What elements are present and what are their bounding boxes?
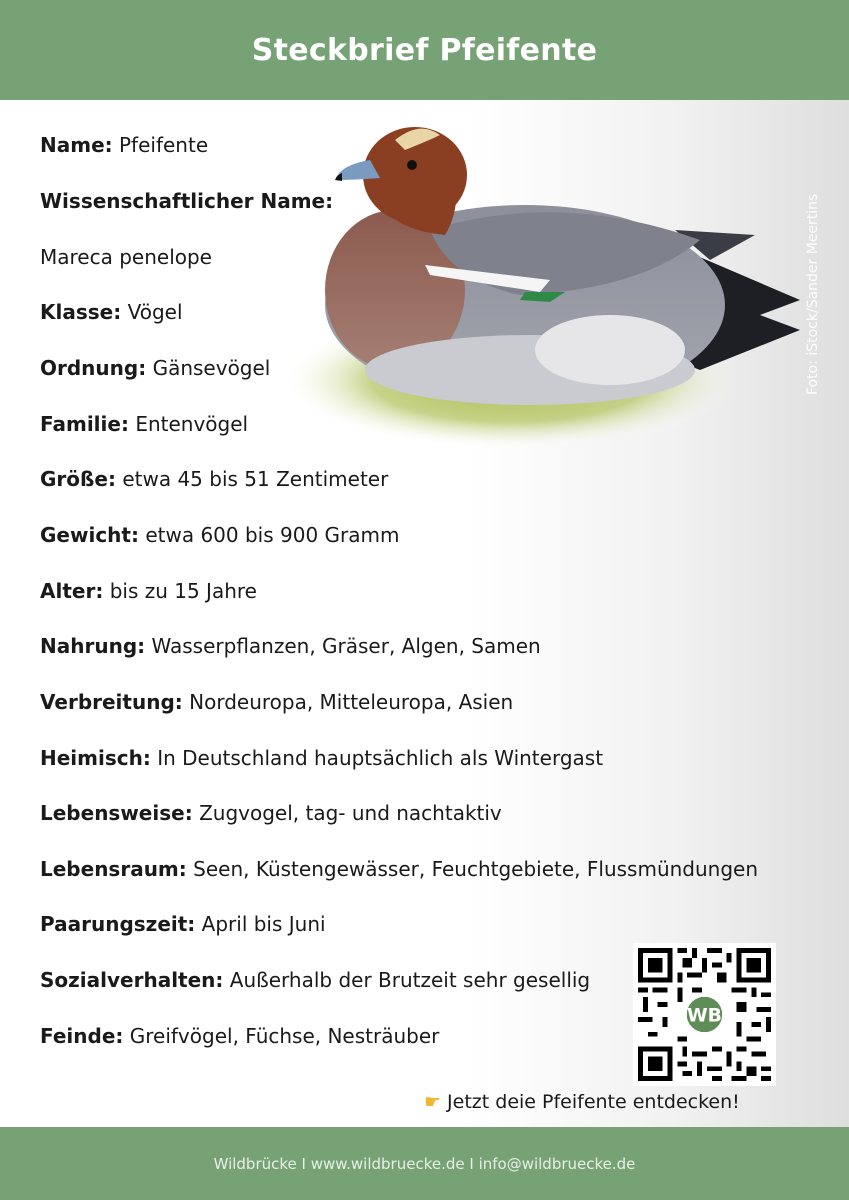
footer-contact: Wildbrücke I www.wildbruecke.de I info@wildbruecke.de (213, 1154, 636, 1173)
fact-scientific-name-label: Wissenschaftlicher Name: (40, 189, 334, 213)
fact-class: Klasse: Vögel (40, 300, 183, 324)
fact-distribution: Verbreitung: Nordeuropa, Mitteleuropa, Asien (40, 690, 514, 714)
fact-food: Nahrung: Wasserpflanzen, Gräser, Algen, Samen (40, 634, 541, 658)
cta-text: Jetzt deie Pfeifente entdecken! (447, 1091, 740, 1113)
fact-family: Familie: Entenvögel (40, 412, 249, 436)
qr-code[interactable] (633, 943, 776, 1086)
photo-credit: Foto: iStock/Sander Meertins (805, 193, 821, 395)
duck-illustration (280, 80, 820, 460)
fact-age: Alter: bis zu 15 Jahre (40, 579, 257, 603)
qr-logo: WB (687, 1005, 722, 1027)
fact-size: Größe: etwa 45 bis 51 Zentimeter (40, 467, 389, 491)
fact-name: Name: Pfeifente (40, 133, 209, 157)
fact-scientific-name-value: Mareca penelope (40, 245, 212, 269)
fact-social-behavior: Sozialverhalten: Außerhalb der Brutzeit sehr gesellig (40, 968, 591, 992)
fact-lifestyle: Lebensweise: Zugvogel, tag- und nachtaktiv (40, 801, 502, 825)
fact-native: Heimisch: In Deutschland hauptsächlich als Wintergast (40, 746, 604, 770)
cta-link[interactable] (424, 1091, 740, 1113)
footer-banner (0, 1127, 849, 1200)
fact-order: Ordnung: Gänsevögel (40, 356, 271, 380)
fact-enemies: Feinde: Greifvögel, Füchse, Nesträuber (40, 1024, 440, 1048)
page-title: Steckbrief Pfeifente (251, 32, 598, 68)
pointing-hand-icon: ☛ (424, 1091, 442, 1113)
fact-weight: Gewicht: etwa 600 bis 900 Gramm (40, 523, 400, 547)
fact-mating-season: Paarungszeit: April bis Juni (40, 912, 326, 936)
fact-habitat: Lebensraum: Seen, Küstengewässer, Feuchtgebiete, Flussmündungen (40, 857, 759, 881)
